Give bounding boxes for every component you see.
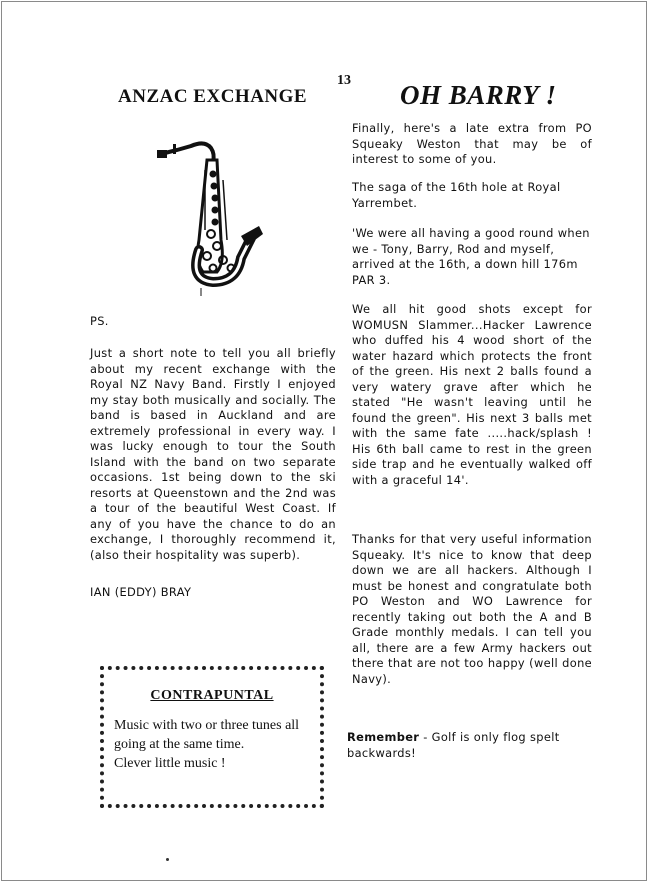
contrapuntal-title: CONTRAPUNTAL <box>150 688 274 703</box>
saxophone-icon <box>155 130 265 300</box>
contrapuntal-box <box>100 666 324 808</box>
right-article-heading: OH BARRY ! <box>400 80 557 110</box>
barry-saga-paragraph: The saga of the 16th hole at Royal Yarrembet. <box>352 180 561 210</box>
left-article-heading: ANZAC EXCHANGE <box>118 86 308 107</box>
remember-label: Remember <box>347 730 420 744</box>
page-number: 13 <box>337 73 351 88</box>
anzac-body-text: Just a short note to tell you all briefly about my recent exchange with the Royal NZ Navy Band. Firstly I enjoyed my stay both musically and socially. The band is based in Auckland and are extremely professional in every way. I was lucky enough to tour the South Island with the band on two separate occasions. 1st being down to the ski resorts at Queenstown and the 2nd was a tour of the beautiful West Coast. If any of you have the chance to do an exchange, I thoroughly recommend it, (also their hospitality was superb). <box>90 346 336 562</box>
contrapuntal-line: going at the same time. <box>114 737 245 752</box>
author-signature: IAN (EDDY) BRAY <box>90 585 192 599</box>
ps-label: PS. <box>90 314 109 328</box>
barry-story-paragraph: We all hit good shots except for WOMUSN Slammer...Hacker Lawrence who duffed his 4 wood short of the water hazard which protects the front of the green. His next 2 balls found a very watery grave after which he stated "He wasn't leaving until he found the green". His next 3 balls met with the same fate .....hack/splash ! His 6th ball came to rest in the green side trap and he eventually walked off with a graceful 14'. <box>352 302 592 487</box>
contrapuntal-line: Clever little music ! <box>114 756 226 771</box>
barry-quote-paragraph: 'We were all having a good round when we - Tony, Barry, Rod and myself, arrived at the 16th, a down hill 176m PAR 3. <box>352 226 590 287</box>
remember-note <box>347 730 592 761</box>
contrapuntal-line: Music with two or three tunes all <box>114 718 300 733</box>
barry-reply-paragraph: Thanks for that very useful information Squeaky. It's nice to know that deep down we are all hackers. Although I must be honest and congratulate both PO Weston and WO Lawrence for recently taking out both the A and B Grade monthly medals. I can tell you all, there are a few Army hackers out there that are not too happy (well done Navy). <box>352 532 592 686</box>
remember-text: - Golf is only flog spelt backwards! <box>347 730 560 760</box>
stray-mark <box>166 858 169 861</box>
barry-intro-paragraph: Finally, here's a late extra from PO Squeaky Weston that may be of interest to some of you. <box>352 121 592 166</box>
